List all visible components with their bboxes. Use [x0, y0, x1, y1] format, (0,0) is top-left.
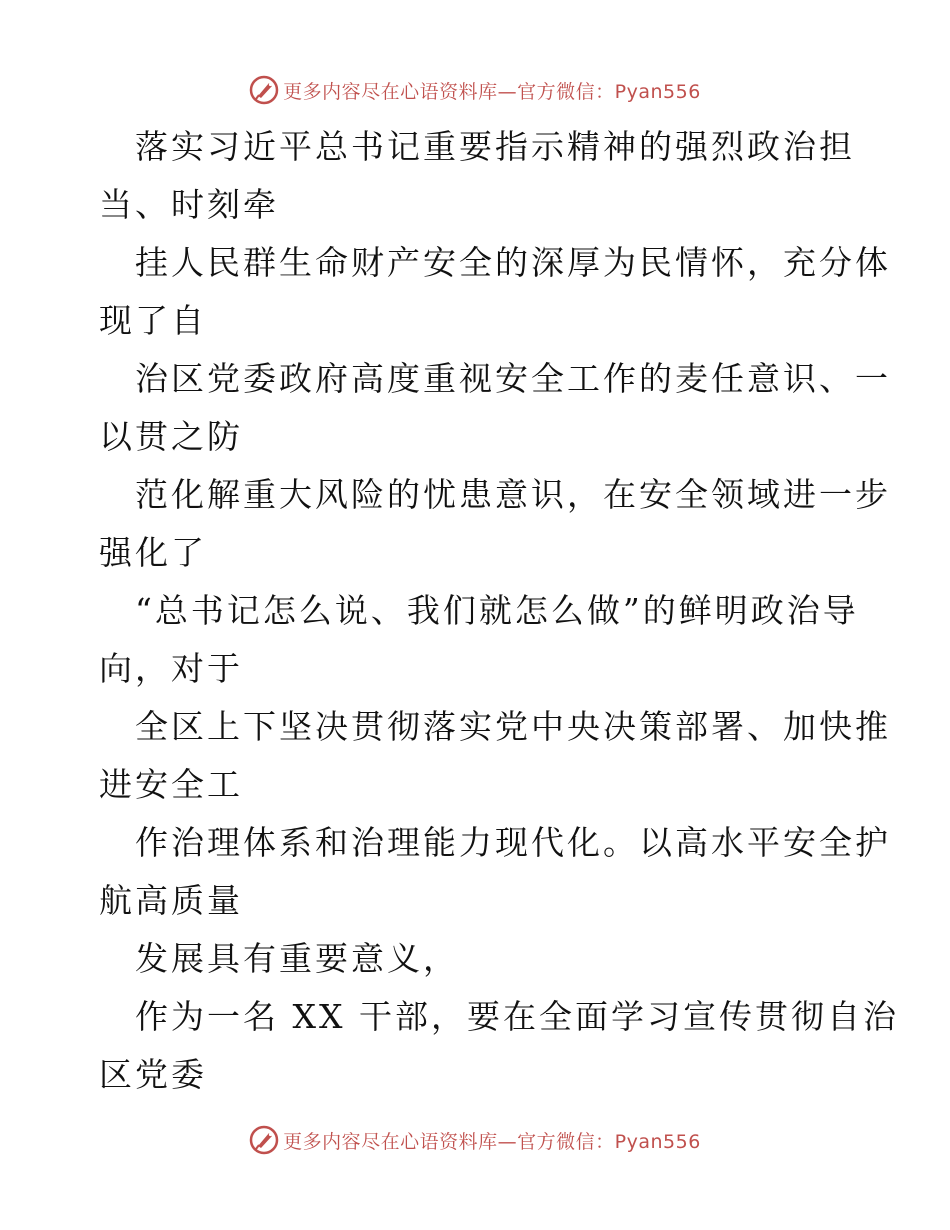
- text-line: 作治理体系和治理能力现代化。以高水平安全护: [135, 823, 891, 862]
- text-line: 强化了: [99, 533, 207, 572]
- text-line: 现了自: [99, 301, 207, 340]
- footer-banner: [0, 1120, 950, 1160]
- text-line: 进安全工: [99, 765, 243, 804]
- text-line: 落实习近平总书记重要指示精神的强烈政治担: [135, 127, 855, 166]
- footer-banner-text: 更多内容尽在心语资料库—官方微信：Pyan556: [283, 1130, 701, 1153]
- text-line: 当、时刻牵: [99, 185, 279, 224]
- pen-nib-logo-icon: [249, 75, 279, 105]
- header-banner-text: 更多内容尽在心语资料库—官方微信：Pyan556: [283, 80, 701, 103]
- header-banner: [0, 70, 950, 110]
- text-line: 以贯之防: [99, 417, 243, 456]
- text-line: 作为一名 XX 干部，要在全面学习宣传贯彻自治: [135, 997, 899, 1036]
- text-line: 全区上下坚决贯彻落实党中央决策部署、加快推: [135, 707, 891, 746]
- text-line: 发展具有重要意义，: [135, 939, 459, 978]
- text-line: 区党委: [99, 1055, 207, 1094]
- text-line: 向，对于: [99, 649, 243, 688]
- document-body: [99, 118, 899, 1104]
- text-line: 挂人民群生命财产安全的深厚为民情怀，充分体: [135, 243, 891, 282]
- pen-nib-logo-icon: [249, 1125, 279, 1155]
- text-line: 航高质量: [99, 881, 243, 920]
- text-line: 治区党委政府高度重视安全工作的麦任意识、一: [135, 359, 891, 398]
- text-line: 范化解重大风险的忧患意识，在安全领域进一步: [135, 475, 891, 514]
- text-line: “总书记怎么说、我们就怎么做”的鲜明政治导: [135, 591, 859, 630]
